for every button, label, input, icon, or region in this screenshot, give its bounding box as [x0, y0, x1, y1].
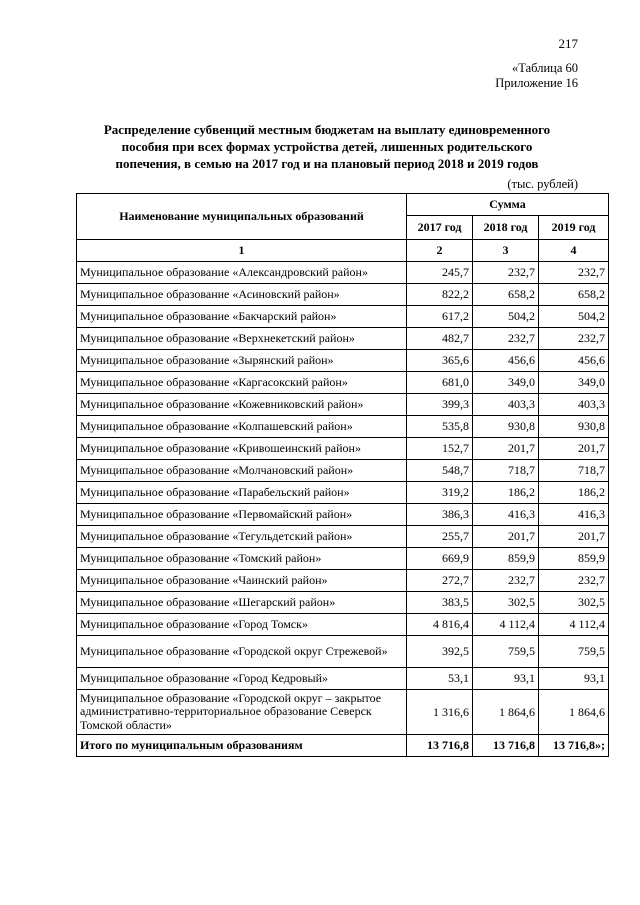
row-name: Муниципальное образование «Верхнекетский район»: [77, 328, 407, 350]
row-value-2018: 302,5: [473, 592, 539, 614]
table-row: [77, 328, 609, 350]
row-value-2017: 383,5: [407, 592, 473, 614]
row-value-2017: 152,7: [407, 438, 473, 460]
total-value-2018: 13 716,8: [473, 735, 539, 757]
row-value-2018: 930,8: [473, 416, 539, 438]
row-value-2017: 535,8: [407, 416, 473, 438]
row-value-2019: 1 864,6: [539, 690, 609, 735]
units-label: (тыс. рублей): [507, 177, 578, 191]
row-value-2018: 658,2: [473, 284, 539, 306]
table-row: [77, 372, 609, 394]
table-row: [77, 394, 609, 416]
row-value-2019: 186,2: [539, 482, 609, 504]
row-value-2019: 416,3: [539, 504, 609, 526]
row-value-2019: 658,2: [539, 284, 609, 306]
title-line-3: попечения, в семью на 2017 год и на плановый период 2018 и 2019 годов: [115, 156, 539, 171]
row-name: Муниципальное образование «Кожевниковский район»: [77, 394, 407, 416]
row-value-2017: 399,3: [407, 394, 473, 416]
appendix-number: Приложение 16: [495, 76, 578, 90]
row-value-2019: 403,3: [539, 394, 609, 416]
row-value-2018: 718,7: [473, 460, 539, 482]
row-value-2017: 669,9: [407, 548, 473, 570]
row-value-2018: 456,6: [473, 350, 539, 372]
row-value-2018: 201,7: [473, 526, 539, 548]
row-name: Муниципальное образование «Асиновский район»: [77, 284, 407, 306]
row-value-2018: 201,7: [473, 438, 539, 460]
table-row: [77, 526, 609, 548]
table-row: [77, 570, 609, 592]
row-name: Муниципальное образование «Александровский район»: [77, 262, 407, 284]
document-title: [70, 121, 584, 172]
row-value-2017: 681,0: [407, 372, 473, 394]
row-name: Муниципальное образование «Чаинский район»: [77, 570, 407, 592]
title-line-1: Распределение субвенций местным бюджетам на выплату единовременного: [103, 122, 551, 137]
appendix-label: [495, 61, 578, 91]
row-value-2017: 255,7: [407, 526, 473, 548]
header-row-1: [77, 194, 609, 216]
row-value-2018: 232,7: [473, 328, 539, 350]
header-year-2018: 2018 год: [473, 216, 539, 240]
table-row: [77, 548, 609, 570]
table-row: [77, 592, 609, 614]
row-value-2019: 232,7: [539, 328, 609, 350]
row-name: Муниципальное образование «Каргасокский район»: [77, 372, 407, 394]
header-sum: Сумма: [407, 194, 609, 216]
total-name: Итого по муниципальным образованиям: [77, 735, 407, 757]
row-value-2018: 759,5: [473, 636, 539, 668]
header-year-2019: 2019 год: [539, 216, 609, 240]
row-value-2017: 1 316,6: [407, 690, 473, 735]
table-row: [77, 350, 609, 372]
row-value-2018: 186,2: [473, 482, 539, 504]
header-name: Наименование муниципальных образований: [77, 194, 407, 240]
row-name: Муниципальное образование «Городской округ – закрытое административно-территориальное образование Северск Томской области»: [77, 690, 407, 735]
row-value-2017: 272,7: [407, 570, 473, 592]
table-row: [77, 460, 609, 482]
row-name: Муниципальное образование «Молчановский район»: [77, 460, 407, 482]
table-row: [77, 690, 609, 735]
row-value-2019: 859,9: [539, 548, 609, 570]
header-year-2017: 2017 год: [407, 216, 473, 240]
row-value-2018: 349,0: [473, 372, 539, 394]
table-row: [77, 306, 609, 328]
row-value-2019: 302,5: [539, 592, 609, 614]
row-name: Муниципальное образование «Бакчарский район»: [77, 306, 407, 328]
row-value-2019: 930,8: [539, 416, 609, 438]
col-number-1: 1: [77, 240, 407, 262]
row-value-2019: 93,1: [539, 668, 609, 690]
table-row: [77, 668, 609, 690]
row-value-2019: 349,0: [539, 372, 609, 394]
table-row: [77, 438, 609, 460]
table-row: [77, 416, 609, 438]
row-value-2017: 482,7: [407, 328, 473, 350]
row-value-2017: 392,5: [407, 636, 473, 668]
row-value-2018: 93,1: [473, 668, 539, 690]
table-row: [77, 284, 609, 306]
total-value-2019: 13 716,8»;: [539, 735, 609, 757]
row-value-2019: 201,7: [539, 438, 609, 460]
table-row: [77, 262, 609, 284]
row-value-2017: 548,7: [407, 460, 473, 482]
row-value-2019: 456,6: [539, 350, 609, 372]
row-name: Муниципальное образование «Город Томск»: [77, 614, 407, 636]
row-value-2018: 232,7: [473, 262, 539, 284]
subvention-table: [76, 193, 609, 757]
row-value-2017: 822,2: [407, 284, 473, 306]
table-row: [77, 636, 609, 668]
row-value-2017: 319,2: [407, 482, 473, 504]
total-value-2017: 13 716,8: [407, 735, 473, 757]
row-value-2018: 859,9: [473, 548, 539, 570]
row-value-2017: 386,3: [407, 504, 473, 526]
row-value-2017: 53,1: [407, 668, 473, 690]
row-name: Муниципальное образование «Городской округ Стрежевой»: [77, 636, 407, 668]
page-number: 217: [558, 36, 578, 51]
row-name: Муниципальное образование «Колпашевский район»: [77, 416, 407, 438]
row-value-2019: 718,7: [539, 460, 609, 482]
row-name: Муниципальное образование «Парабельский район»: [77, 482, 407, 504]
row-value-2019: 201,7: [539, 526, 609, 548]
row-name: Муниципальное образование «Город Кедровый»: [77, 668, 407, 690]
row-value-2017: 4 816,4: [407, 614, 473, 636]
row-value-2018: 403,3: [473, 394, 539, 416]
row-value-2018: 4 112,4: [473, 614, 539, 636]
table-row: [77, 482, 609, 504]
row-value-2018: 416,3: [473, 504, 539, 526]
row-value-2019: 504,2: [539, 306, 609, 328]
row-value-2019: 4 112,4: [539, 614, 609, 636]
row-value-2019: 232,7: [539, 570, 609, 592]
row-value-2017: 245,7: [407, 262, 473, 284]
row-value-2017: 365,6: [407, 350, 473, 372]
appendix-table-number: «Таблица 60: [512, 61, 578, 75]
table-row: [77, 614, 609, 636]
col-number-3: 3: [473, 240, 539, 262]
row-value-2018: 1 864,6: [473, 690, 539, 735]
row-value-2018: 504,2: [473, 306, 539, 328]
row-value-2018: 232,7: [473, 570, 539, 592]
row-name: Муниципальное образование «Зырянский район»: [77, 350, 407, 372]
row-value-2017: 617,2: [407, 306, 473, 328]
header-row-numbers: [77, 240, 609, 262]
col-number-2: 2: [407, 240, 473, 262]
row-name: Муниципальное образование «Кривошеинский район»: [77, 438, 407, 460]
row-name: Муниципальное образование «Первомайский район»: [77, 504, 407, 526]
row-value-2019: 232,7: [539, 262, 609, 284]
row-name: Муниципальное образование «Шегарский район»: [77, 592, 407, 614]
title-line-2: пособия при всех формах устройства детей, лишенных родительского: [121, 139, 533, 154]
row-name: Муниципальное образование «Тегульдетский район»: [77, 526, 407, 548]
row-name: Муниципальное образование «Томский район»: [77, 548, 407, 570]
col-number-4: 4: [539, 240, 609, 262]
total-row: [77, 735, 609, 757]
row-value-2019: 759,5: [539, 636, 609, 668]
table-row: [77, 504, 609, 526]
